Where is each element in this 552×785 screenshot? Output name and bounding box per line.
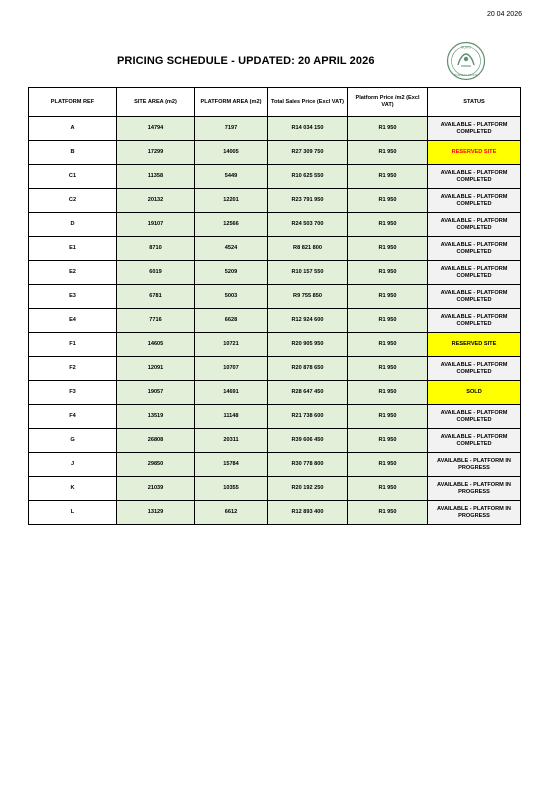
platform-price-per-m2-cell: R1 950 xyxy=(348,405,428,429)
table-row xyxy=(29,237,521,261)
table-row xyxy=(29,357,521,381)
platform-area-cell: 7197 xyxy=(195,117,268,141)
table-row xyxy=(29,117,521,141)
site-area-cell: 13519 xyxy=(117,405,195,429)
table-row xyxy=(29,381,521,405)
platform-price-per-m2-cell: R1 950 xyxy=(348,261,428,285)
status-cell: AVAILABLE - PLATFORM COMPLETED xyxy=(428,309,521,333)
site-area-cell: 14605 xyxy=(117,333,195,357)
pricing-table xyxy=(28,87,521,525)
total-sales-price-cell: R28 647 450 xyxy=(268,381,348,405)
site-area-cell: 19057 xyxy=(117,381,195,405)
platform-area-cell: 5209 xyxy=(195,261,268,285)
platform-price-per-m2-cell: R1 950 xyxy=(348,309,428,333)
table-row xyxy=(29,429,521,453)
platform-area-cell: 4524 xyxy=(195,237,268,261)
page-title: PRICING SCHEDULE - UPDATED: 20 APRIL 2026 xyxy=(117,55,375,67)
platform-price-per-m2-cell: R1 950 xyxy=(348,285,428,309)
platform-area-cell: 10721 xyxy=(195,333,268,357)
column-header-total-sales-price: Total Sales Price (Excl VAT) xyxy=(268,88,348,117)
platform-area-cell: 15784 xyxy=(195,453,268,477)
status-cell: SOLD xyxy=(428,381,521,405)
platform-area-cell: 14005 xyxy=(195,141,268,165)
platform-price-per-m2-cell: R1 950 xyxy=(348,237,428,261)
platform-ref-cell: L xyxy=(29,501,117,525)
total-sales-price-cell: R12 924 600 xyxy=(268,309,348,333)
platform-area-cell: 12566 xyxy=(195,213,268,237)
platform-area-cell: 11148 xyxy=(195,405,268,429)
total-sales-price-cell: R39 606 450 xyxy=(268,429,348,453)
platform-ref-cell: E4 xyxy=(29,309,117,333)
logo-bottom-text: BUSINESS ESTATE xyxy=(454,74,478,77)
status-cell: AVAILABLE - PLATFORM COMPLETED xyxy=(428,357,521,381)
site-area-cell: 26808 xyxy=(117,429,195,453)
site-area-cell: 17299 xyxy=(117,141,195,165)
table-row xyxy=(29,189,521,213)
platform-ref-cell: K xyxy=(29,477,117,501)
platform-ref-cell: F1 xyxy=(29,333,117,357)
table-row xyxy=(29,141,521,165)
platform-ref-cell: E1 xyxy=(29,237,117,261)
platform-ref-cell: B xyxy=(29,141,117,165)
status-cell: AVAILABLE - PLATFORM COMPLETED xyxy=(428,285,521,309)
column-header-status: STATUS xyxy=(428,88,521,117)
table-row xyxy=(29,405,521,429)
platform-ref-cell: F3 xyxy=(29,381,117,405)
column-header-platform-area: PLATFORM AREA (m2) xyxy=(195,88,268,117)
table-row xyxy=(29,261,521,285)
total-sales-price-cell: R14 034 150 xyxy=(268,117,348,141)
table-header-row xyxy=(29,88,521,117)
platform-price-per-m2-cell: R1 950 xyxy=(348,357,428,381)
status-cell: RESERVED SITE xyxy=(428,141,521,165)
platform-area-cell: 6628 xyxy=(195,309,268,333)
site-area-cell: 8710 xyxy=(117,237,195,261)
platform-area-cell: 10355 xyxy=(195,477,268,501)
platform-ref-cell: E2 xyxy=(29,261,117,285)
platform-price-per-m2-cell: R1 950 xyxy=(348,165,428,189)
status-cell: AVAILABLE - PLATFORM IN PROGRESS xyxy=(428,477,521,501)
status-cell: AVAILABLE - PLATFORM IN PROGRESS xyxy=(428,501,521,525)
table-row xyxy=(29,285,521,309)
status-cell: AVAILABLE - PLATFORM COMPLETED xyxy=(428,189,521,213)
platform-ref-cell: C2 xyxy=(29,189,117,213)
table-row xyxy=(29,213,521,237)
site-area-cell: 20132 xyxy=(117,189,195,213)
platform-price-per-m2-cell: R1 950 xyxy=(348,477,428,501)
total-sales-price-cell: R12 893 400 xyxy=(268,501,348,525)
site-area-cell: 29850 xyxy=(117,453,195,477)
platform-area-cell: 10707 xyxy=(195,357,268,381)
total-sales-price-cell: R30 778 800 xyxy=(268,453,348,477)
site-area-cell: 21039 xyxy=(117,477,195,501)
status-cell: AVAILABLE - PLATFORM COMPLETED xyxy=(428,165,521,189)
total-sales-price-cell: R20 192 250 xyxy=(268,477,348,501)
total-sales-price-cell: R20 878 650 xyxy=(268,357,348,381)
site-area-cell: 6781 xyxy=(117,285,195,309)
platform-area-cell: 14691 xyxy=(195,381,268,405)
total-sales-price-cell: R21 738 600 xyxy=(268,405,348,429)
site-area-cell: 12091 xyxy=(117,357,195,381)
total-sales-price-cell: R10 625 550 xyxy=(268,165,348,189)
logo-top-text: NUKO xyxy=(460,45,472,50)
total-sales-price-cell: R10 157 550 xyxy=(268,261,348,285)
total-sales-price-cell: R9 755 850 xyxy=(268,285,348,309)
total-sales-price-cell: R8 821 800 xyxy=(268,237,348,261)
platform-price-per-m2-cell: R1 950 xyxy=(348,213,428,237)
column-header-platform-ref: PLATFORM REF xyxy=(29,88,117,117)
table-row xyxy=(29,165,521,189)
site-area-cell: 11358 xyxy=(117,165,195,189)
status-cell: AVAILABLE - PLATFORM COMPLETED xyxy=(428,213,521,237)
table-row xyxy=(29,309,521,333)
platform-price-per-m2-cell: R1 950 xyxy=(348,501,428,525)
site-area-cell: 14794 xyxy=(117,117,195,141)
platform-price-per-m2-cell: R1 950 xyxy=(348,141,428,165)
platform-price-per-m2-cell: R1 950 xyxy=(348,381,428,405)
platform-area-cell: 12201 xyxy=(195,189,268,213)
platform-area-cell: 6612 xyxy=(195,501,268,525)
platform-area-cell: 5449 xyxy=(195,165,268,189)
platform-price-per-m2-cell: R1 950 xyxy=(348,189,428,213)
platform-ref-cell: G xyxy=(29,429,117,453)
platform-price-per-m2-cell: R1 950 xyxy=(348,333,428,357)
total-sales-price-cell: R24 503 700 xyxy=(268,213,348,237)
platform-area-cell: 20311 xyxy=(195,429,268,453)
document-date: 20 04 2026 xyxy=(486,11,522,18)
platform-ref-cell: E3 xyxy=(29,285,117,309)
status-cell: AVAILABLE - PLATFORM COMPLETED xyxy=(428,429,521,453)
platform-price-per-m2-cell: R1 950 xyxy=(348,429,428,453)
total-sales-price-cell: R27 309 750 xyxy=(268,141,348,165)
status-cell: AVAILABLE - PLATFORM IN PROGRESS xyxy=(428,453,521,477)
site-area-cell: 19107 xyxy=(117,213,195,237)
status-cell: RESERVED SITE xyxy=(428,333,521,357)
table-row xyxy=(29,453,521,477)
platform-ref-cell: F4 xyxy=(29,405,117,429)
table-row xyxy=(29,333,521,357)
total-sales-price-cell: R20 905 950 xyxy=(268,333,348,357)
column-header-site-area: SITE AREA (m2) xyxy=(117,88,195,117)
platform-ref-cell: C1 xyxy=(29,165,117,189)
status-cell: AVAILABLE - PLATFORM COMPLETED xyxy=(428,261,521,285)
platform-price-per-m2-cell: R1 950 xyxy=(348,453,428,477)
table-row xyxy=(29,477,521,501)
site-area-cell: 13129 xyxy=(117,501,195,525)
total-sales-price-cell: R23 791 950 xyxy=(268,189,348,213)
status-cell: AVAILABLE - PLATFORM COMPLETED xyxy=(428,405,521,429)
site-area-cell: 7716 xyxy=(117,309,195,333)
platform-price-per-m2-cell: R1 950 xyxy=(348,117,428,141)
status-cell: AVAILABLE - PLATFORM COMPLETED xyxy=(428,117,521,141)
platform-ref-cell: D xyxy=(29,213,117,237)
platform-area-cell: 5003 xyxy=(195,285,268,309)
status-cell: AVAILABLE - PLATFORM COMPLETED xyxy=(428,237,521,261)
platform-ref-cell: F2 xyxy=(29,357,117,381)
site-area-cell: 6019 xyxy=(117,261,195,285)
table-row xyxy=(29,501,521,525)
platform-ref-cell: J xyxy=(29,453,117,477)
platform-ref-cell: A xyxy=(29,117,117,141)
nuko-logo-icon xyxy=(446,41,486,81)
column-header-platform-price-per-m2: Platform Price /m2 (Excl VAT) xyxy=(348,88,428,117)
